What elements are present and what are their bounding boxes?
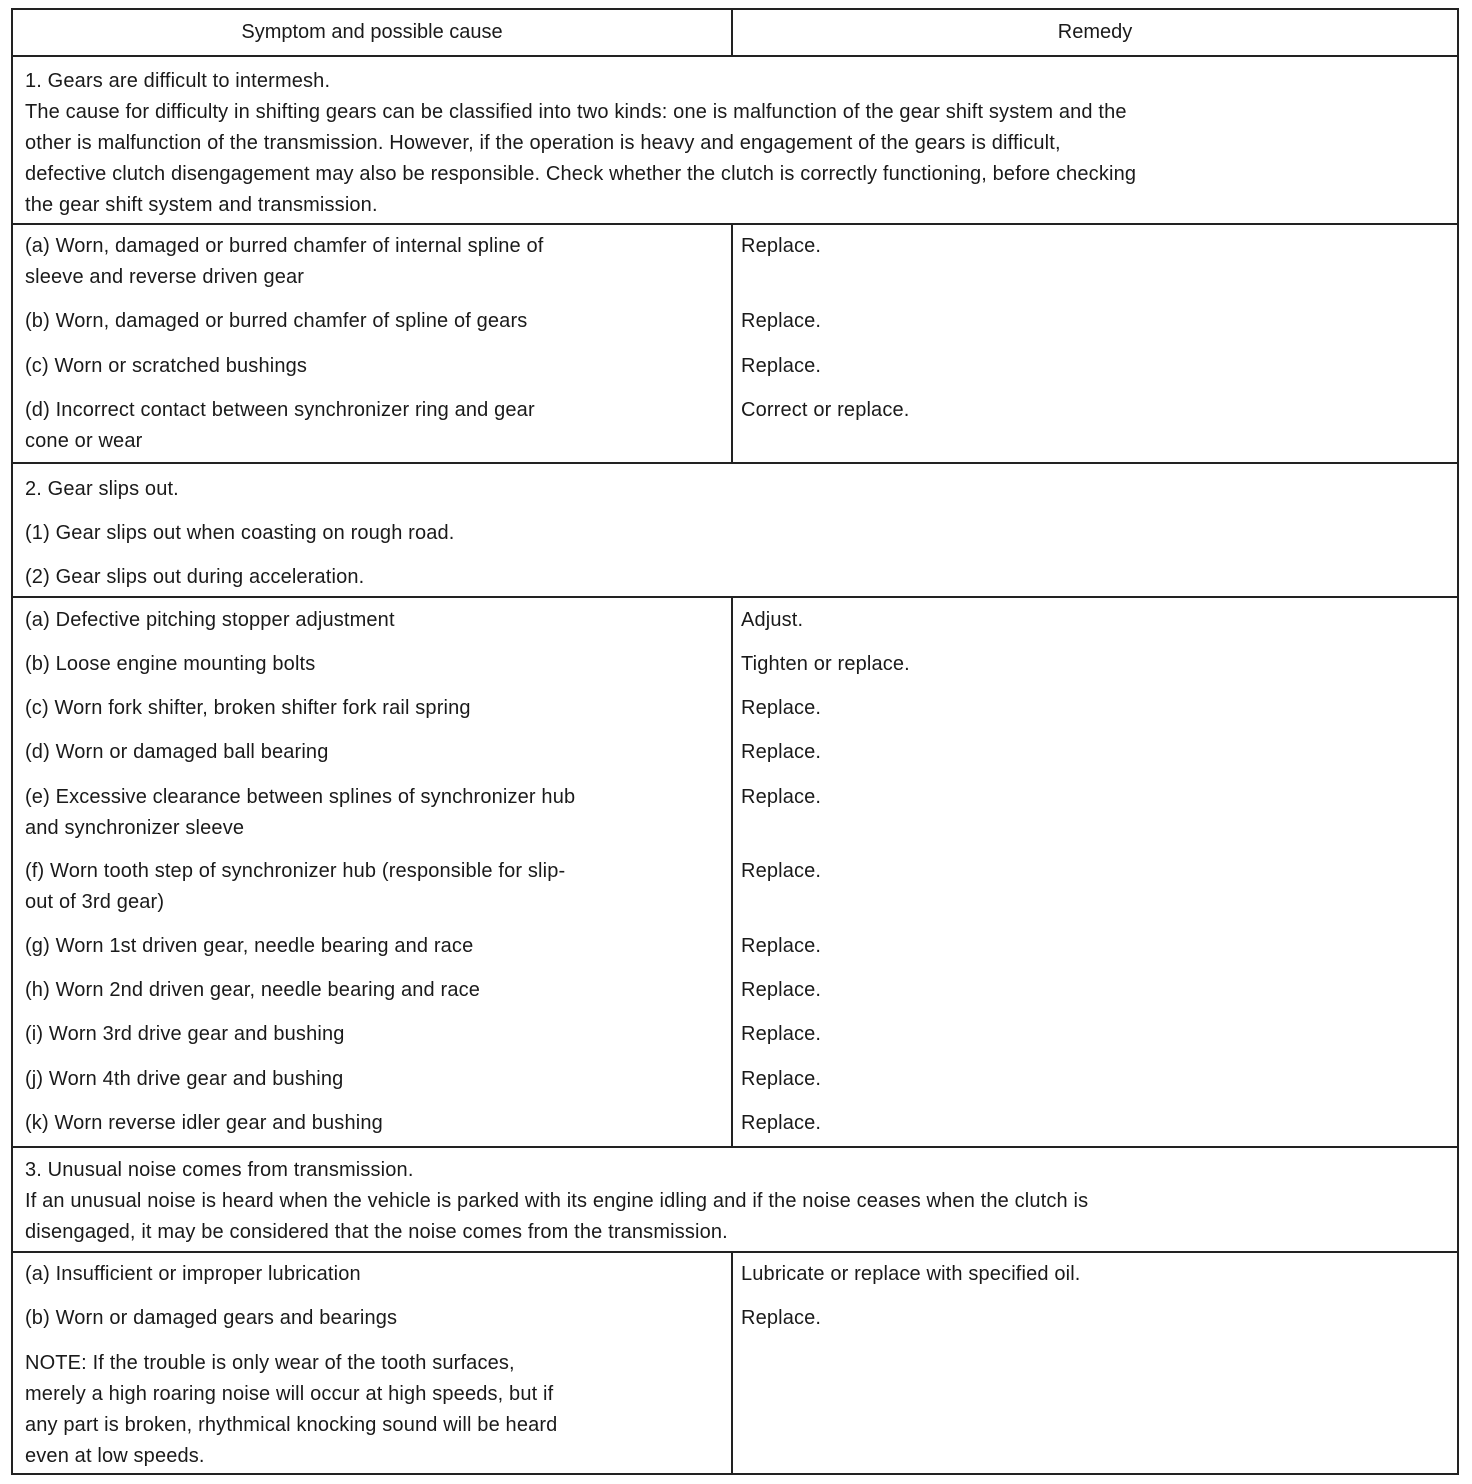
table-header xyxy=(13,10,1457,55)
cause-line: (a) Insufficient or improper lubrication xyxy=(25,1263,361,1285)
cause-line: sleeve and reverse driven gear xyxy=(25,266,305,288)
section-1-heading xyxy=(13,55,1457,223)
section-2-title: 2. Gear slips out. xyxy=(25,478,179,500)
section-3-title: 3. Unusual noise comes from transmission. xyxy=(25,1159,414,1181)
note-line: merely a high roaring noise will occur at high speeds, but if xyxy=(25,1383,554,1405)
cause-line: (i) Worn 3rd drive gear and bushing xyxy=(25,1023,345,1045)
section-1-desc-line: defective clutch disengagement may also be responsible. Check whether the clutch is correctly functioning, before checking xyxy=(25,163,1137,185)
cause-line: (f) Worn tooth step of synchronizer hub (responsible for slip- xyxy=(25,860,566,882)
section-2-heading xyxy=(13,462,1457,596)
section-2-causes xyxy=(13,596,1457,1146)
header-remedy: Remedy xyxy=(1057,21,1133,43)
section-1-desc-line: the gear shift system and transmission. xyxy=(25,194,378,216)
section-1-desc-line: The cause for difficulty in shifting gears can be classified into two kinds: one is malfunction of the gear shift system and the xyxy=(25,101,1127,123)
note-line: any part is broken, rhythmical knocking sound will be heard xyxy=(25,1414,558,1436)
cause-line: (b) Worn, damaged or burred chamfer of spline of gears xyxy=(25,310,528,332)
section-3-causes xyxy=(13,1251,1457,1473)
cause-line: (c) Worn fork shifter, broken shifter fork rail spring xyxy=(25,697,471,719)
section-1-causes xyxy=(13,223,1457,462)
cause-line: (b) Loose engine mounting bolts xyxy=(25,653,316,675)
cause-line: (g) Worn 1st driven gear, needle bearing and race xyxy=(25,935,474,957)
cause-line: (d) Worn or damaged ball bearing xyxy=(25,741,329,763)
remedy-text: Replace. xyxy=(741,741,822,763)
cause-line: (d) Incorrect contact between synchronizer ring and gear xyxy=(25,399,535,421)
cause-line: out of 3rd gear) xyxy=(25,891,165,913)
remedy-text: Replace. xyxy=(741,1112,822,1134)
cause-line: cone or wear xyxy=(25,430,143,452)
section-1-title: 1. Gears are difficult to intermesh. xyxy=(25,70,331,92)
remedy-text: Replace. xyxy=(741,1307,822,1329)
section-3-heading xyxy=(13,1146,1457,1251)
note-line: even at low speeds. xyxy=(25,1445,205,1467)
note-line: NOTE: If the trouble is only wear of the tooth surfaces, xyxy=(25,1352,515,1374)
cause-line: (a) Worn, damaged or burred chamfer of internal spline of xyxy=(25,235,544,257)
remedy-text: Replace. xyxy=(741,235,822,257)
cause-line: (k) Worn reverse idler gear and bushing xyxy=(25,1112,383,1134)
remedy-text: Replace. xyxy=(741,1068,822,1090)
cause-line: (j) Worn 4th drive gear and bushing xyxy=(25,1068,344,1090)
section-3-desc-line: If an unusual noise is heard when the vehicle is parked with its engine idling and if the noise ceases when the clutch is xyxy=(25,1190,1089,1212)
section-2-sub: (2) Gear slips out during acceleration. xyxy=(25,566,365,588)
remedy-text: Tighten or replace. xyxy=(741,653,910,675)
remedy-text: Replace. xyxy=(741,1023,822,1045)
column-divider xyxy=(731,225,733,462)
remedy-text: Replace. xyxy=(741,310,822,332)
troubleshooting-table xyxy=(11,8,1459,1475)
remedy-text: Replace. xyxy=(741,979,822,1001)
remedy-text: Replace. xyxy=(741,786,822,808)
section-2-sub: (1) Gear slips out when coasting on rough road. xyxy=(25,522,455,544)
remedy-text: Replace. xyxy=(741,355,822,377)
section-3-desc-line: disengaged, it may be considered that the noise comes from the transmission. xyxy=(25,1221,728,1243)
header-symptom: Symptom and possible cause xyxy=(241,21,503,43)
cause-line: (h) Worn 2nd driven gear, needle bearing and race xyxy=(25,979,481,1001)
cause-line: (a) Defective pitching stopper adjustment xyxy=(25,609,395,631)
column-divider xyxy=(731,1253,733,1473)
column-divider xyxy=(731,598,733,1146)
remedy-text: Replace. xyxy=(741,935,822,957)
remedy-text: Replace. xyxy=(741,860,822,882)
cause-line: (e) Excessive clearance between splines of synchronizer hub xyxy=(25,786,576,808)
remedy-text: Adjust. xyxy=(741,609,804,631)
remedy-text: Replace. xyxy=(741,697,822,719)
remedy-text: Correct or replace. xyxy=(741,399,910,421)
cause-line: (b) Worn or damaged gears and bearings xyxy=(25,1307,398,1329)
section-1-desc-line: other is malfunction of the transmission. However, if the operation is heavy and engagement of the gears is difficult, xyxy=(25,132,1061,154)
remedy-text: Lubricate or replace with specified oil. xyxy=(741,1263,1081,1285)
cause-line: and synchronizer sleeve xyxy=(25,817,245,839)
cause-line: (c) Worn or scratched bushings xyxy=(25,355,308,377)
